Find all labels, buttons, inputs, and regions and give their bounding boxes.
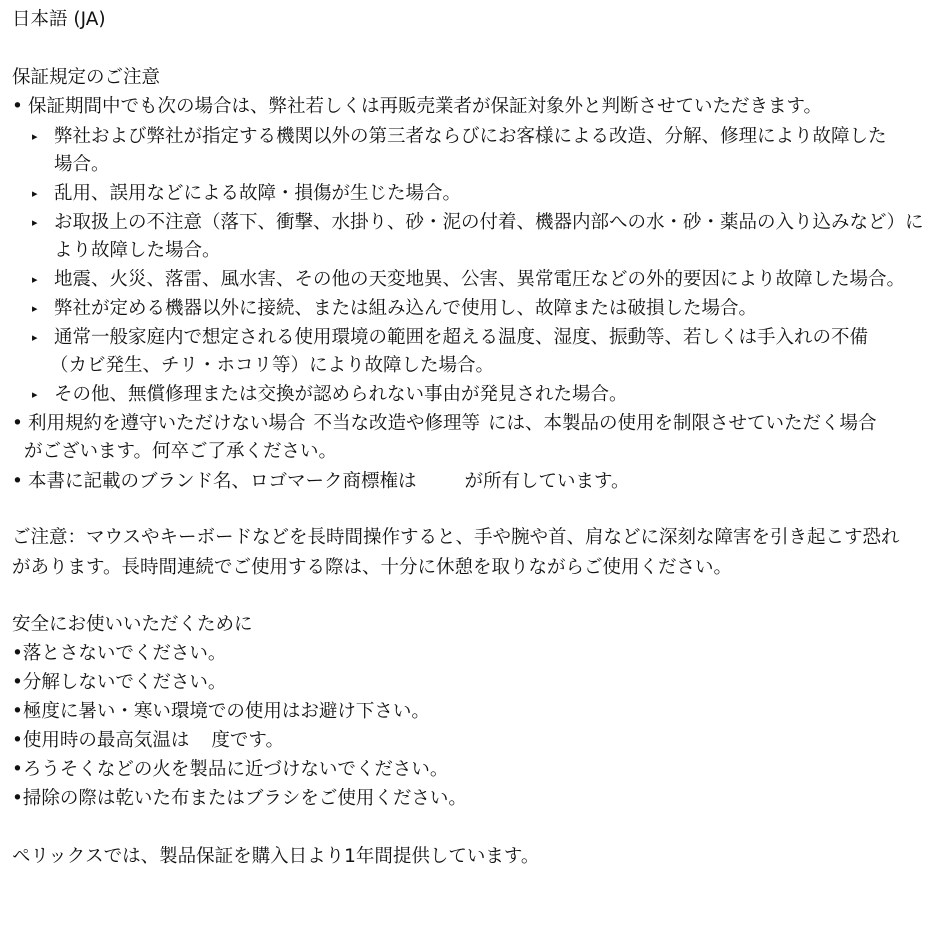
triangle-bullet-icon: ▸ — [32, 216, 38, 229]
warranty-bullet-3 — [12, 470, 630, 494]
triangle-bullet-icon: ▸ — [32, 331, 38, 344]
warranty-bullet-1-text: 保証期間中でも次の場合は、弊社若しくは再販売業者が保証対象外と判断させていただきます。 — [28, 96, 823, 117]
sub-item-text-cont: 場合。 — [54, 154, 110, 175]
triangle-bullet-icon: ▸ — [32, 302, 38, 315]
safety-item: •落とさないでください。 — [12, 643, 227, 664]
bullet-3-part-1: 本書に記載のブランド名、ロゴマーク商標権は — [28, 471, 417, 492]
triangle-bullet-icon: ▸ — [32, 187, 38, 200]
sub-item-text: 弊社が定める機器以外に接続、または組み込んで使用し、故障または破損した場合。 — [54, 298, 758, 319]
bullet-dot: • — [12, 413, 23, 434]
safety-item: •掃除の際は乾いた布またはブラシをご使用ください。 — [12, 788, 467, 809]
sub-item-text: 乱用、誤用などによる故障・損傷が生じた場合。 — [54, 183, 462, 204]
language-heading: 日本語 (JA) — [12, 9, 106, 30]
bullet-dot: • — [12, 96, 23, 117]
bullet-dot: • — [12, 471, 23, 492]
safety-item: •極度に暑い・寒い環境での使用はお避け下さい。 — [12, 701, 430, 722]
sub-item-text: 地震、火災、落雷、風水害、その他の天変地異、公害、異常電圧などの外的要因により故障した場合。 — [54, 269, 906, 290]
safety-heading: 安全にお使いいただくために — [12, 614, 253, 635]
sub-item-text: お取扱上の不注意（落下、衝撃、水掛り、砂・泥の付着、機器内部への水・砂・薬品の入り込みなど）に — [54, 212, 924, 233]
safety-item-temperature — [12, 729, 284, 753]
safety-item: •分解しないでください。 — [12, 672, 227, 693]
sub-item-text-cont: （カビ発生、チリ・ホコリ等）により故障した場合。 — [50, 355, 495, 376]
bullet-2-part-1: 利用規約を遵守いただけない場合 — [28, 413, 306, 434]
sub-item-text: 弊社および弊社が指定する機関以外の第三者ならびにお客様による改造、分解、修理により故障した — [54, 126, 887, 147]
warranty-bullet-1 — [12, 95, 822, 119]
triangle-bullet-icon: ▸ — [32, 388, 38, 401]
temperature-part-2: 度です。 — [211, 730, 284, 751]
warranty-bullet-2 — [12, 412, 877, 436]
warranty-heading: 保証規定のご注意 — [12, 67, 161, 88]
bullet-2-part-2: 不当な改造や修理等 — [313, 413, 481, 434]
warranty-bullet-2-cont: がございます。何卒ご了承ください。 — [24, 441, 338, 462]
sub-item-text: その他、無償修理または交換が認められない事由が発見された場合。 — [54, 384, 628, 405]
safety-item: •ろうそくなどの火を製品に近づけないでください。 — [12, 759, 449, 780]
bullet-2-part-3: には、本製品の使用を制限させていただく場合 — [488, 413, 877, 434]
caution-line-1: ご注意：マウスやキーボードなどを長時間操作すると、手や腕や首、肩などに深刻な障害を引き起こす恐れ — [12, 527, 900, 548]
caution-line-2: があります。長時間連続でご使用する際は、十分に休憩を取りながらご使用ください。 — [12, 557, 733, 578]
triangle-bullet-icon: ▸ — [32, 273, 38, 286]
sub-item-text-cont: より故障した場合。 — [54, 240, 221, 261]
warranty-period-note: ペリックスでは、製品保証を購入日より1年間提供しています。 — [12, 846, 540, 867]
temperature-part-1: •使用時の最高気温は — [12, 730, 190, 751]
sub-item-text: 通常一般家庭内で想定される使用環境の範囲を超える温度、湿度、振動等、若しくは手入れの不備 — [54, 327, 869, 348]
bullet-3-part-2: が所有しています。 — [464, 471, 630, 492]
triangle-bullet-icon: ▸ — [32, 130, 38, 143]
